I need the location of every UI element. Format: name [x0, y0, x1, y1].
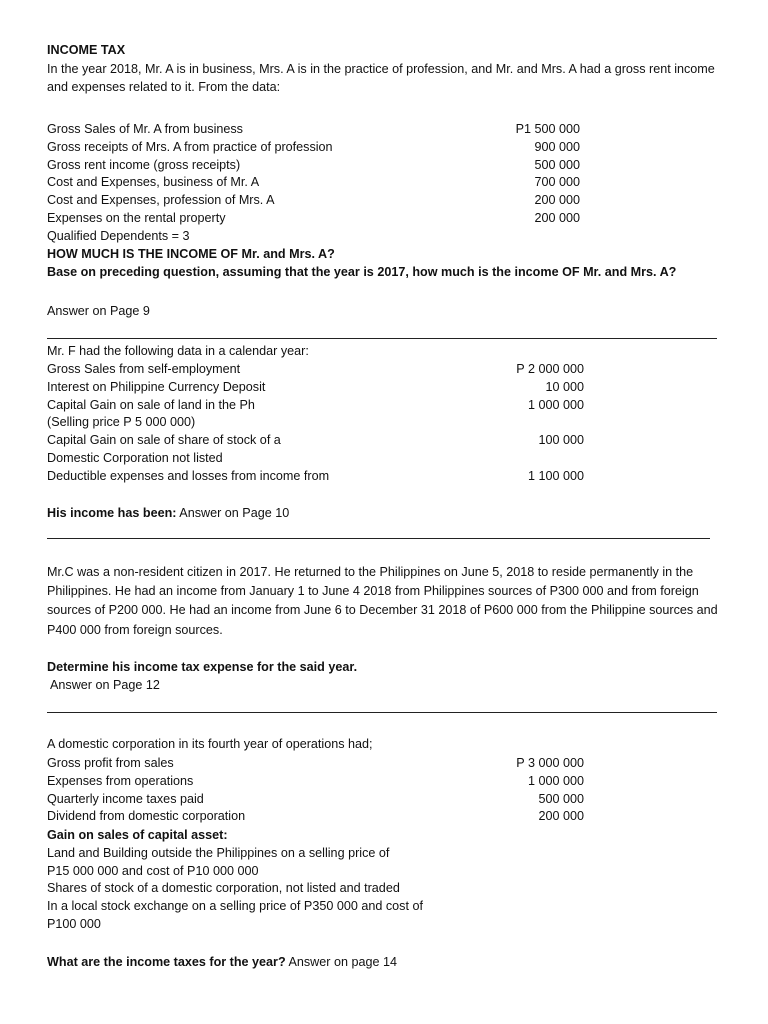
item-amount: 1 000 000	[527, 773, 584, 788]
data-row	[47, 361, 584, 379]
gain-heading: Gain on sales of capital asset:	[47, 828, 228, 842]
data-row	[47, 432, 584, 450]
item-amount: 900 000	[534, 139, 580, 154]
item-label: (Selling price P 5 000 000)	[47, 415, 196, 430]
item-label: Quarterly income taxes paid	[47, 791, 204, 806]
item-label: Dividend from domestic corporation	[47, 809, 246, 824]
gain-line: P15 000 000 and cost of P10 000 000	[47, 863, 259, 878]
problem-intro: Mr. F had the following data in a calendar year:	[47, 344, 309, 358]
item-amount: 200 000	[538, 809, 584, 824]
divider	[47, 338, 717, 339]
data-row	[47, 397, 584, 415]
data-row	[47, 139, 580, 157]
question-line: HOW MUCH IS THE INCOME OF Mr. and Mrs. A?	[47, 246, 335, 261]
dependents-line: Qualified Dependents = 3	[47, 229, 190, 243]
section1-questions	[47, 228, 727, 281]
data-row	[47, 414, 584, 432]
item-label: Gross receipts of Mrs. A from practice of profession	[47, 139, 333, 154]
answer-reference: Answer on Page 9	[47, 304, 150, 318]
data-row	[47, 773, 584, 791]
item-amount: 500 000	[538, 791, 584, 806]
data-row	[47, 755, 584, 773]
item-amount: 200 000	[534, 210, 580, 225]
data-row	[47, 450, 584, 468]
section4-items	[47, 755, 584, 826]
item-amount: 10 000	[545, 379, 584, 394]
section1-items	[47, 121, 580, 228]
item-amount: 200 000	[534, 193, 580, 208]
section-income-tax	[47, 42, 727, 96]
question-text: Determine his income tax expense for the said year.	[47, 660, 358, 674]
data-row	[47, 379, 584, 397]
section3-question	[47, 659, 727, 695]
answer-reference: Answer on Page 10	[179, 506, 290, 520]
gain-line: In a local stock exchange on a selling price of P350 000 and cost of	[47, 899, 423, 914]
item-label: Cost and Expenses, business of Mr. A	[47, 175, 260, 190]
question-text: His income has been:	[47, 506, 177, 520]
section-corporation	[47, 736, 727, 754]
item-label: Capital Gain on sale of land in the Ph	[47, 397, 255, 412]
question-line	[47, 505, 727, 523]
answer-reference: Answer on page 14	[288, 955, 397, 969]
item-amount: 700 000	[534, 175, 580, 190]
item-amount: P1 500 000	[515, 122, 580, 136]
section-mr-c	[47, 563, 727, 640]
section2-items	[47, 361, 584, 486]
problem-intro: A domestic corporation in its fourth year of operations had;	[47, 737, 373, 751]
item-label: Domestic Corporation not listed	[47, 450, 223, 465]
item-amount: P 3 000 000	[516, 756, 584, 770]
item-label: Gross Sales of Mr. A from business	[47, 122, 243, 136]
data-row	[47, 791, 584, 809]
item-amount: 500 000	[534, 157, 580, 172]
item-label: Cost and Expenses, profession of Mrs. A	[47, 193, 275, 208]
divider	[47, 538, 710, 539]
gain-line: Land and Building outside the Philippines on a selling price of	[47, 845, 390, 860]
item-label: Gross rent income (gross receipts)	[47, 157, 241, 172]
problem-paragraph: Mr.C was a non-resident citizen in 2017. He returned to the Philippines on June 5, 2018 to reside permanently in the Philippines. He had an income from January 1 to June 4 2018 from Philippines sources of P300 000 and from foreign sources of P200 000. He had an income from June 6 to December 31 2018 of P600 000 from the Philippine sources and P400 000 from foreign sources.	[47, 565, 718, 637]
question-text: What are the income taxes for the year?	[47, 955, 286, 969]
data-row	[47, 468, 584, 486]
item-amount: P 2 000 000	[516, 362, 584, 376]
gain-line: Shares of stock of a domestic corporation, not listed and traded	[47, 881, 400, 896]
data-row	[47, 174, 580, 192]
item-amount: 100 000	[538, 433, 584, 448]
data-row	[47, 808, 584, 826]
gain-section	[47, 827, 727, 934]
item-label: Interest on Philippine Currency Deposit	[47, 379, 266, 394]
question-line	[47, 954, 727, 972]
problem-intro: In the year 2018, Mr. A is in business, Mrs. A is in the practice of profession, and Mr. and Mrs. A had a gross rent income and expenses related to it. From the data:	[47, 61, 715, 94]
question-line: Base on preceding question, assuming that the year is 2017, how much is the income OF Mr. and Mrs. A?	[47, 264, 677, 279]
item-label: Deductible expenses and losses from income from	[47, 468, 330, 483]
item-label: Expenses on the rental property	[47, 210, 226, 225]
section-mr-f	[47, 343, 727, 361]
item-label: Gross Sales from self-employment	[47, 362, 241, 376]
answer-reference: Answer on Page 12	[50, 677, 160, 692]
data-row	[47, 157, 580, 175]
data-row	[47, 121, 580, 139]
item-label: Gross profit from sales	[47, 756, 174, 770]
section-title: INCOME TAX	[47, 43, 126, 57]
item-label: Expenses from operations	[47, 773, 194, 788]
data-row	[47, 210, 580, 228]
data-row	[47, 192, 580, 210]
divider	[47, 712, 717, 713]
item-label: Capital Gain on sale of share of stock of a	[47, 433, 281, 448]
gain-line: P100 000	[47, 916, 101, 931]
item-amount: 1 000 000	[527, 397, 584, 412]
item-amount: 1 100 000	[527, 468, 584, 483]
